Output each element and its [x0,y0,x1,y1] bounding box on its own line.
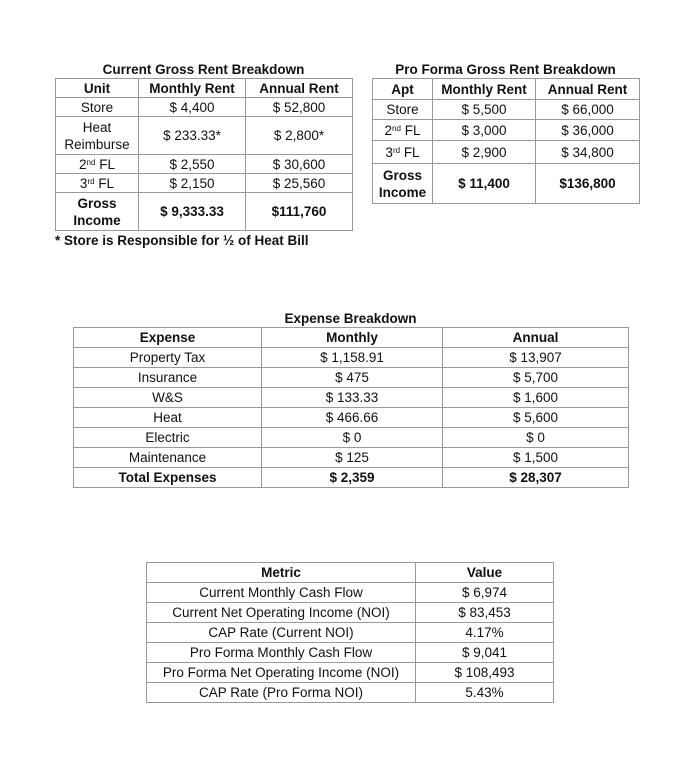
unit-cell: Store [56,98,139,117]
expense-cell: Insurance [74,368,262,388]
value-cell: $ 9,041 [416,643,554,663]
value-cell: 4.17% [416,623,554,643]
expense-cell: Heat [74,408,262,428]
header-annual-rent: Annual Rent [536,79,640,100]
total-row [56,193,353,231]
unit-cell [56,155,139,174]
unit-ordinal: rd [87,176,95,186]
unit-cell [56,117,139,155]
monthly-cell: $ 1,158.91 [262,348,443,368]
expense-cell: Electric [74,428,262,448]
monthly-cell: $ 2,150 [139,174,246,193]
expense-cell: W&S [74,388,262,408]
header-annual: Annual [443,328,629,348]
table-row [147,643,554,663]
value-cell: 5.43% [416,683,554,703]
metric-cell: Current Net Operating Income (NOI) [147,603,416,623]
expense-title: Expense Breakdown [284,311,417,326]
footnote: * Store is Responsible for ½ of Heat Bill [55,233,309,248]
unit-ordinal: nd [86,157,96,167]
header-apt: Apt [373,79,433,100]
annual-cell: $ 1,600 [443,388,629,408]
metrics-section [146,562,553,703]
expense-table [73,327,629,488]
monthly-cell: $ 466.66 [262,408,443,428]
unit-cell [56,174,139,193]
header-unit: Unit [56,79,139,98]
annual-cell: $ 34,800 [536,141,640,164]
unit-number: 3 [79,175,88,191]
table-row [74,448,629,468]
metric-cell: CAP Rate (Current NOI) [147,623,416,643]
annual-cell: $ 66,000 [536,100,640,120]
proforma-rent-title: Pro Forma Gross Rent Breakdown [395,62,616,77]
unit-number: 3 [385,144,393,160]
monthly-cell: $ 2,550 [139,155,246,174]
table-row [56,98,353,117]
table-row [74,348,629,368]
monthly-cell: $ 475 [262,368,443,388]
metric-cell: CAP Rate (Pro Forma NOI) [147,683,416,703]
gross-annual: $111,760 [246,193,353,231]
unit-line-2: Reimburse [64,136,130,152]
table-header-row [373,79,640,100]
unit-cell [373,141,433,164]
unit-suffix: FL [400,122,421,138]
table-row [373,120,640,141]
unit-ordinal: nd [392,123,401,133]
gross-annual: $136,800 [536,164,640,204]
table-row [56,155,353,174]
monthly-cell: $ 233.33* [139,117,246,155]
header-metric: Metric [147,563,416,583]
annual-cell: $ 5,600 [443,408,629,428]
unit-line-1: Heat [82,119,112,135]
value-cell: $ 6,974 [416,583,554,603]
label-line-1: Gross [77,195,117,211]
table-row [74,408,629,428]
monthly-cell: $ 125 [262,448,443,468]
unit-number: 2 [384,122,393,138]
gross-monthly: $ 9,333.33 [139,193,246,231]
annual-cell: $ 36,000 [536,120,640,141]
gross-income-label [373,164,433,204]
unit-cell [373,120,433,141]
metrics-table [146,562,554,703]
unit-number: 2 [79,156,87,172]
table-header-row [147,563,554,583]
metric-cell: Pro Forma Net Operating Income (NOI) [147,663,416,683]
header-value: Value [416,563,554,583]
current-rent-table [55,78,353,231]
table-header-row [56,79,353,98]
expense-cell: Property Tax [74,348,262,368]
total-expenses-label: Total Expenses [74,468,262,488]
header-monthly-rent: Monthly Rent [139,79,246,98]
expense-cell: Maintenance [74,448,262,468]
proforma-rent-table [372,78,640,204]
metric-cell: Pro Forma Monthly Cash Flow [147,643,416,663]
table-row [56,117,353,155]
unit-suffix: FL [400,144,420,160]
table-row [147,583,554,603]
table-row [74,368,629,388]
annual-cell: $ 0 [443,428,629,448]
gross-monthly: $ 11,400 [433,164,536,204]
annual-cell: $ 2,800* [246,117,353,155]
unit-ordinal: rd [392,145,401,155]
label-line-2: Income [73,212,121,228]
metric-cell: Current Monthly Cash Flow [147,583,416,603]
table-row [147,623,554,643]
table-row [373,100,640,120]
gross-income-label [56,193,139,231]
annual-cell: $ 13,907 [443,348,629,368]
annual-cell: $ 52,800 [246,98,353,117]
monthly-cell: $ 2,900 [433,141,536,164]
monthly-cell: $ 133.33 [262,388,443,408]
table-header-row [74,328,629,348]
annual-cell: $ 30,600 [246,155,353,174]
current-rent-title: Current Gross Rent Breakdown [102,62,305,77]
unit-suffix: FL [95,156,115,172]
table-row [74,428,629,448]
total-monthly: $ 2,359 [262,468,443,488]
expense-section [73,310,628,488]
table-row [74,388,629,408]
header-monthly: Monthly [262,328,443,348]
monthly-cell: $ 0 [262,428,443,448]
proforma-rent-section [372,61,639,204]
total-annual: $ 28,307 [443,468,629,488]
header-monthly-rent: Monthly Rent [433,79,536,100]
table-row [147,603,554,623]
annual-cell: $ 5,700 [443,368,629,388]
current-rent-section [55,61,352,248]
header-annual-rent: Annual Rent [246,79,353,98]
monthly-cell: $ 4,400 [139,98,246,117]
table-row [373,141,640,164]
monthly-cell: $ 3,000 [433,120,536,141]
annual-cell: $ 25,560 [246,174,353,193]
monthly-cell: $ 5,500 [433,100,536,120]
table-row [147,663,554,683]
label-line-2: Income [378,184,427,200]
unit-cell: Store [373,100,433,120]
table-row [147,683,554,703]
value-cell: $ 83,453 [416,603,554,623]
label-line-1: Gross [382,167,423,183]
header-expense: Expense [74,328,262,348]
total-row [74,468,629,488]
value-cell: $ 108,493 [416,663,554,683]
annual-cell: $ 1,500 [443,448,629,468]
unit-suffix: FL [94,175,115,191]
table-row [56,174,353,193]
total-row [373,164,640,204]
